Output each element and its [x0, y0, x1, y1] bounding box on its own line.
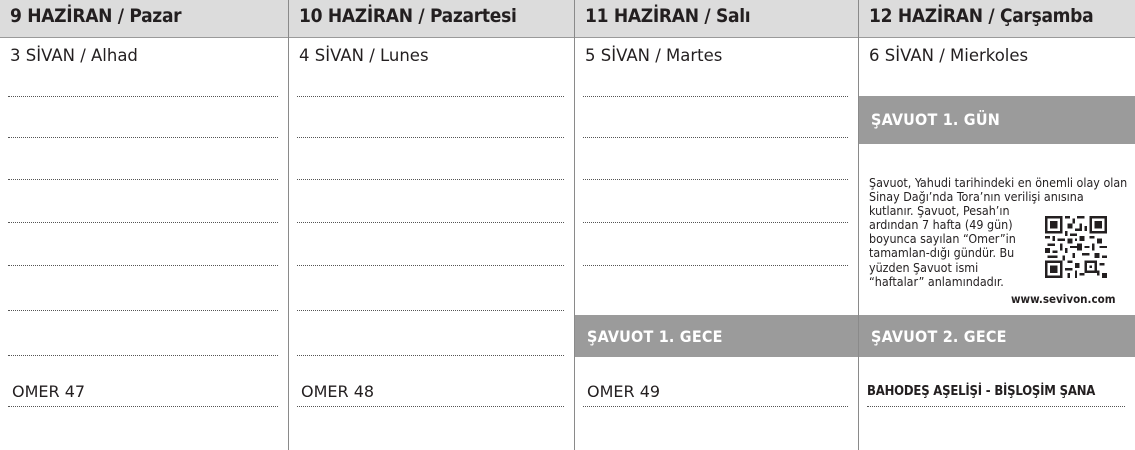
writing-line[interactable] [297, 96, 564, 97]
day-header [289, 0, 574, 38]
writing-line[interactable] [297, 355, 564, 356]
writing-line[interactable] [8, 265, 278, 266]
writing-line[interactable] [583, 96, 848, 97]
writing-line[interactable] [8, 310, 278, 311]
writing-line[interactable] [8, 355, 278, 356]
day-column-june-11 [574, 0, 858, 450]
day-header [0, 0, 288, 38]
hebrew-date: 3 SİVAN / Alhad [10, 46, 138, 65]
writing-line[interactable] [297, 222, 564, 223]
writing-line[interactable] [583, 137, 848, 138]
website-link[interactable]: www.sevivon.com [1011, 292, 1116, 306]
holiday-description-continued: ardından 7 hafta (49 gün) boyunca sayılan “Omer”in tamamlan-dığı gündür. Bu yüzden Şavuot ismi “haftalar” anlamındadır. [869, 217, 1016, 289]
writing-line[interactable] [297, 137, 564, 138]
writing-line[interactable] [867, 406, 1125, 407]
holiday-label: ŞAVUOT 1. GÜN [871, 110, 1000, 129]
writing-line[interactable] [297, 265, 564, 266]
day-title: 9 HAZİRAN / Pazar [10, 5, 182, 27]
day-column-june-9 [0, 0, 288, 450]
writing-line[interactable] [583, 406, 848, 407]
blessing-text: BAHODEŞ AŞELİŞİ - BİŞLOŞİM ŞANA [867, 384, 1096, 399]
day-column-june-10 [288, 0, 574, 450]
writing-line[interactable] [8, 96, 278, 97]
writing-line[interactable] [8, 406, 278, 407]
omer-count: OMER 47 [12, 382, 86, 401]
writing-line[interactable] [297, 179, 564, 180]
writing-line[interactable] [297, 310, 564, 311]
writing-line[interactable] [8, 137, 278, 138]
writing-line[interactable] [8, 179, 278, 180]
holiday-label: ŞAVUOT 2. GECE [871, 327, 1007, 346]
day-title: 12 HAZİRAN / Çarşamba [869, 5, 1094, 27]
writing-line[interactable] [583, 265, 848, 266]
hebrew-date: 5 SİVAN / Martes [585, 46, 723, 65]
holiday-description: Şavuot, Yahudi tarihindeki en önemli olay olan Sinay Dağı’nda Tora’nın verilişi anısına kutlanır. Şavuot, Pesah’ın [869, 175, 1128, 219]
writing-line[interactable] [8, 222, 278, 223]
day-column-june-12 [858, 0, 1135, 450]
day-title: 10 HAZİRAN / Pazartesi [299, 5, 517, 27]
holiday-band [575, 315, 858, 357]
day-header [859, 0, 1135, 38]
qr-code[interactable] [1045, 216, 1107, 278]
writing-line[interactable] [583, 179, 848, 180]
writing-line[interactable] [297, 406, 564, 407]
omer-count: OMER 48 [301, 382, 375, 401]
holiday-band [859, 96, 1135, 144]
day-title: 11 HAZİRAN / Salı [585, 5, 751, 27]
omer-count: OMER 49 [587, 382, 661, 401]
hebrew-date: 6 SİVAN / Mierkoles [869, 46, 1029, 65]
writing-line[interactable] [583, 222, 848, 223]
hebrew-date: 4 SİVAN / Lunes [299, 46, 429, 65]
holiday-band [859, 315, 1135, 357]
day-header [575, 0, 858, 38]
holiday-label: ŞAVUOT 1. GECE [587, 327, 723, 346]
